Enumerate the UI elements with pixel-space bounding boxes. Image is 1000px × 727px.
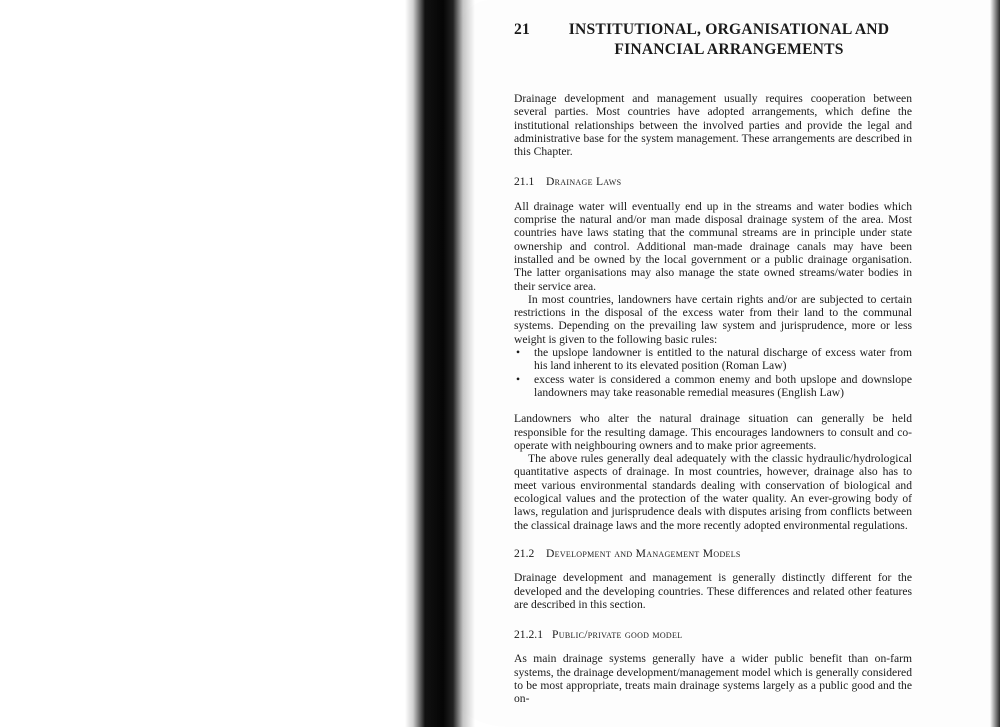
- bullet-icon: •: [516, 346, 521, 360]
- chapter-number: 21: [514, 21, 530, 38]
- paragraph: As main drainage systems generally have a wider public benefit than on-farm systems, the drainage development/management model which is generally considered to be most appropriate, treats main drainage systems largely as a public good and the on-: [514, 652, 912, 706]
- section-number: 21.1: [514, 175, 535, 189]
- paragraph: In most countries, landowners have certain rights and/or are subjected to certain restrictions in the disposal of the excess water from their land to the communal systems. Depending on the prevailing law system and jurisprudence, more or less weight is given to the following basic rules:: [514, 292, 912, 346]
- bullet-icon: •: [516, 372, 521, 386]
- page-content: [514, 20, 912, 706]
- book-gutter-shadow: [405, 0, 475, 727]
- section-heading-21-2-1: [514, 628, 912, 641]
- list-item: [514, 346, 912, 373]
- section-title: Public/private good model: [552, 628, 683, 642]
- section-number: 21.2: [514, 546, 535, 560]
- list-item: [514, 373, 912, 400]
- section-heading-21-1: [514, 175, 912, 188]
- intro-paragraph: Drainage development and management usually requires cooperation between several parties. Most countries have adopted arrangements, which define the institutional relationships between the involved parties and provide the legal and administrative base for the system management. These arrangements are described in this Chapter.: [514, 92, 912, 159]
- section-title: Drainage Laws: [546, 175, 622, 189]
- section-heading-21-2: [514, 547, 912, 560]
- paragraph: All drainage water will eventually end up in the streams and water bodies which comprise the natural and/or man made disposal drainage system of the area. Most countries have laws stating that the communal streams are in principle under state ownership and control. Additional man-made drainage canals may have been installed and be owned by the local government or a public drainage organisation. The latter organisations may also manage the state owned streams/water bodies in their service area.: [514, 199, 912, 293]
- paragraph: Landowners who alter the natural drainage situation can generally be held responsible for the resulting damage. This encourages landowners to consult and co-operate with neighbouring owners and to make prior agreements.: [514, 412, 912, 452]
- spacer: [514, 399, 912, 412]
- section-title: Development and Management Models: [546, 546, 741, 560]
- chapter-title: [562, 20, 912, 60]
- left-page-blank: [0, 0, 412, 727]
- chapter-title-line2: FINANCIAL ARRANGEMENTS: [614, 41, 844, 58]
- paragraph: Drainage development and management is generally distinctly different for the developed and the developing countries. These differences and related other features are described in this section.: [514, 571, 912, 611]
- list-item-text: excess water is considered a common enemy and both upslope and downslope landowners may take reasonable remedial measures (English Law): [534, 372, 912, 399]
- chapter-heading: [514, 20, 912, 60]
- paragraph: The above rules generally deal adequately with the classic hydraulic/hydrological quantitative aspects of drainage. In most countries, however, drainage also has to meet various environmental standards dealing with conservation of biological and ecological values and the protection of the water quality. An ever-growing body of laws, regulation and jurisprudence deals with disputes arising from conflicts between the classical drainage laws and the more recently adopted environmental regulations.: [514, 452, 912, 532]
- rules-list: [514, 346, 912, 399]
- list-item-text: the upslope landowner is entitled to the natural discharge of excess water from his land inherent to its elevated position (Roman Law): [534, 346, 912, 373]
- chapter-title-line1: INSTITUTIONAL, ORGANISATIONAL AND: [568, 21, 890, 38]
- section-number: 21.2.1: [514, 628, 543, 642]
- page-edge-shadow: [990, 0, 1000, 727]
